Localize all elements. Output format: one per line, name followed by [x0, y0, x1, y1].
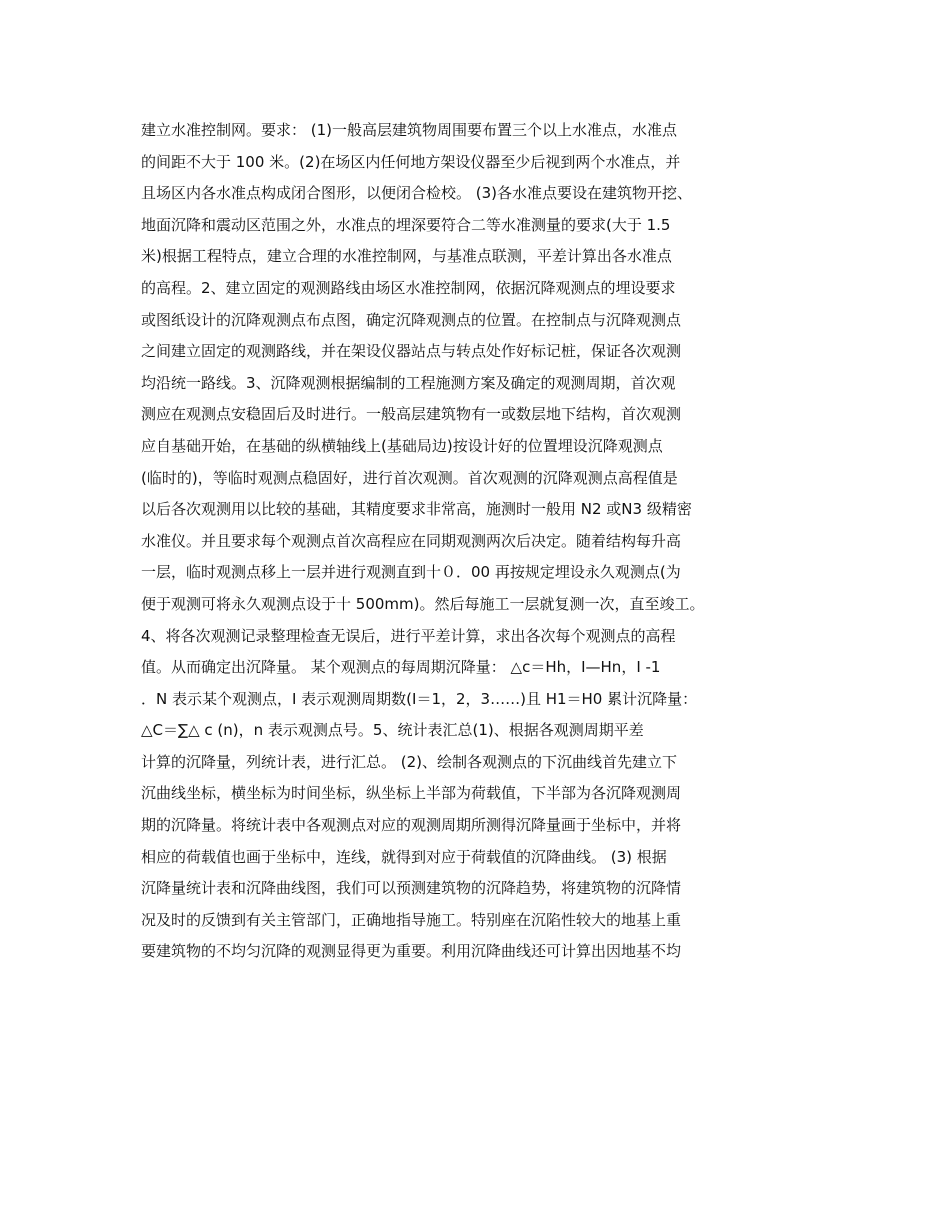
text-line-25: 沉降量统计表和沉降曲线图，我们可以预测建筑物的沉降趋势，将建筑物的沉降情: [141, 879, 682, 898]
text-line-20: △C＝∑△ c (n)，n 表示观测点号。5、统计表汇总(1)、根据各观测周期平差: [141, 721, 644, 740]
text-line-17: 4、将各次观测记录整理检查无误后，进行平差计算，求出各次每个观测点的高程: [141, 626, 676, 645]
text-line-13: 以后各次观测用以比较的基础，其精度要求非常高，施测时一般用 N2 或N3 级精密: [141, 500, 692, 519]
text-line-22: 沉曲线坐标，横坐标为时间坐标，纵坐标上半部为荷载值，下半部为各沉降观测周: [141, 784, 682, 803]
text-line-5: 米)根据工程特点，建立合理的水准控制网，与基准点联测，平差计算出各水准点: [141, 247, 672, 266]
text-line-27: 要建筑物的不均匀沉降的观测显得更为重要。利用沉降曲线还可计算出因地基不均: [141, 942, 682, 961]
text-line-24: 相应的荷载值也画于坐标中，连线，就得到对应于荷载值的沉降曲线。 (3) 根据: [141, 847, 667, 866]
text-line-6: 的高程。2、建立固定的观测路线由场区水准控制网，依据沉降观测点的埋设要求: [141, 278, 676, 297]
text-line-26: 况及时的反馈到有关主管部门，正确地指导施工。特别座在沉陷性较大的地基上重: [141, 910, 682, 929]
text-line-18: 值。从而确定出沉降量。 某个观测点的每周期沉降量： △c＝Hh，I—Hn，I -1: [141, 658, 661, 677]
text-line-8: 之间建立固定的观测路线，并在架设仪器站点与转点处作好标记桩，保证各次观测: [141, 342, 682, 361]
text-line-3: 且场区内各水准点构成闭合图形，以便闭合检校。 (3)各水准点要设在建筑物开挖、: [141, 184, 693, 203]
text-line-19: ．N 表示某个观测点，I 表示观测周期数(I＝1，2，3……)且 H1＝H0 累计沉降量：: [141, 689, 698, 708]
text-line-21: 计算的沉降量，列统计表，进行汇总。 (2)、绘制各观测点的下沉曲线首先建立下: [141, 752, 678, 771]
text-line-4: 地面沉降和震动区范围之外，水准点的埋深要符合二等水准测量的要求(大于 1.5: [141, 215, 671, 234]
text-line-12: (临时的)，等临时观测点稳固好，进行首次观测。首次观测的沉降观测点高程值是: [141, 468, 678, 487]
text-line-16: 便于观测可将永久观测点设于十 500mm)。然后每施工一层就复测一次，直至竣工。: [141, 594, 705, 613]
text-line-1: 建立水准控制网。要求： (1)一般高层建筑物周围要布置三个以上水准点，水准点: [141, 121, 678, 139]
text-line-10: 测应在观测点安稳固后及时进行。一般高层建筑物有一或数层地下结构，首次观测: [141, 405, 682, 424]
text-line-11: 应自基础开始，在基础的纵横轴线上(基础局边)按设计好的位置埋设沉降观测点: [141, 436, 663, 455]
text-line-14: 水准仪。并且要求每个观测点首次高程应在同期观测两次后决定。随着结构每升高: [141, 531, 682, 550]
text-line-9: 均沿统一路线。3、沉降观测根据编制的工程施测方案及确定的观测周期，首次观: [141, 373, 676, 392]
text-line-2: 的间距不大于 100 米。(2)在场区内任何地方架设仪器至少后视到两个水准点，并: [141, 152, 681, 171]
text-line-23: 期的沉降量。将统计表中各观测点对应的观测周期所测得沉降量画于坐标中，并将: [141, 816, 682, 835]
body-text: [141, 115, 831, 968]
text-line-7: 或图纸设计的沉降观测点布点图，确定沉降观测点的位置。在控制点与沉降观测点: [141, 310, 682, 329]
text-line-15: 一层，临时观测点移上一层并进行观测直到十０．00 再按规定埋设永久观测点(为: [141, 563, 681, 582]
